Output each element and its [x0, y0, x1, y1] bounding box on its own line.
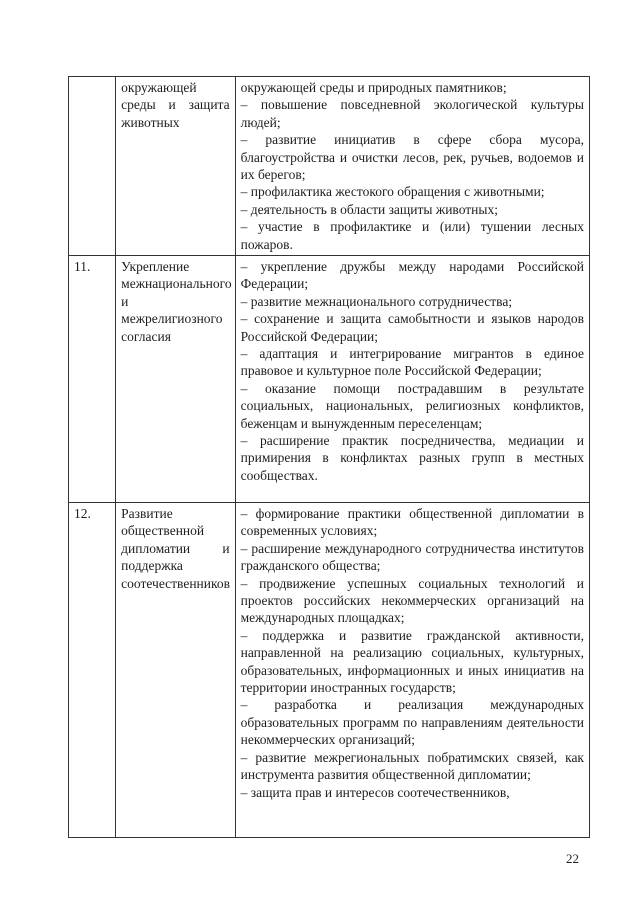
description-item: – продвижение успешных социальных технологий и проектов российских некоммерческих организаций на международных площадках; [240, 575, 584, 626]
row-topic-cell [116, 77, 235, 256]
description-item: – развитие межрегиональных побратимских связей, как инструмента развития общественной дипломатии; [240, 749, 584, 783]
description-item: – оказание помощи пострадавшим в результате социальных, национальных, религиозных конфликтов, беженцам и вынужденным переселенцам; [240, 380, 584, 431]
row-description [235, 256, 589, 503]
row-topic-cell [116, 503, 235, 838]
row-topic-cell [116, 256, 235, 503]
row-description [235, 77, 589, 256]
description-item: – защита прав и интересов соотечественников, [240, 784, 510, 800]
description-item: – укрепление дружбы между народами Российской Федерации; [240, 259, 584, 292]
description-item: – развитие инициатив в сфере сбора мусора, благоустройства и очистки лесов, рек, ручьев, водоемов и их берегов; [240, 132, 584, 183]
description-item: – сохранение и защита самобытности и языков народов Российской Федерации; [240, 311, 584, 344]
description-item: – развитие межнационального сотрудничества; [240, 293, 513, 309]
row-description [235, 503, 589, 838]
description-item: – поддержка и развитие гражданской активности, направленной на реализацию социальных, культурных, образовательных, информационных и иных инициатив на территории иностранных государств; [240, 627, 584, 696]
row-topic: Развитие общественной дипломатии и поддержка соотечественников [121, 506, 231, 591]
page-number: 22 [566, 851, 579, 866]
description-item: – профилактика жестокого обращения с животными; [240, 184, 545, 200]
row-number: 12. [69, 503, 116, 838]
program-table [68, 76, 590, 838]
row-number: 11. [69, 256, 116, 503]
description-item: – формирование практики общественной дипломатии в современных условиях; [240, 506, 584, 539]
description-item: – разработка и реализация международных образовательных программ по направлениям деятельности некоммерческих организаций; [240, 697, 584, 748]
table-row [69, 77, 590, 256]
description-item: окружающей среды и природных памятников; [240, 80, 507, 95]
description-item: – расширение международного сотрудничества институтов гражданского общества; [240, 540, 584, 574]
description-item: – расширение практик посредничества, медиации и примирения в конфликтах разных групп в местных сообществах. [240, 433, 584, 483]
description-item: – адаптация и интегрирование мигрантов в единое правовое и культурное поле Российской Федерации; [240, 346, 584, 379]
description-item: – деятельность в области защиты животных; [240, 201, 498, 217]
row-number [69, 77, 116, 256]
row-topic: Укрепление межнационального и межрелигиозного согласия [121, 259, 232, 344]
description-item: – повышение повседневной экологической культуры людей; [240, 97, 584, 130]
table-row [69, 503, 590, 838]
row-topic: окружающей среды и защита животных [121, 80, 230, 130]
table-body [69, 77, 590, 838]
description-item: – участие в профилактике и (или) тушении лесных пожаров. [240, 219, 584, 252]
table-row [69, 256, 590, 503]
